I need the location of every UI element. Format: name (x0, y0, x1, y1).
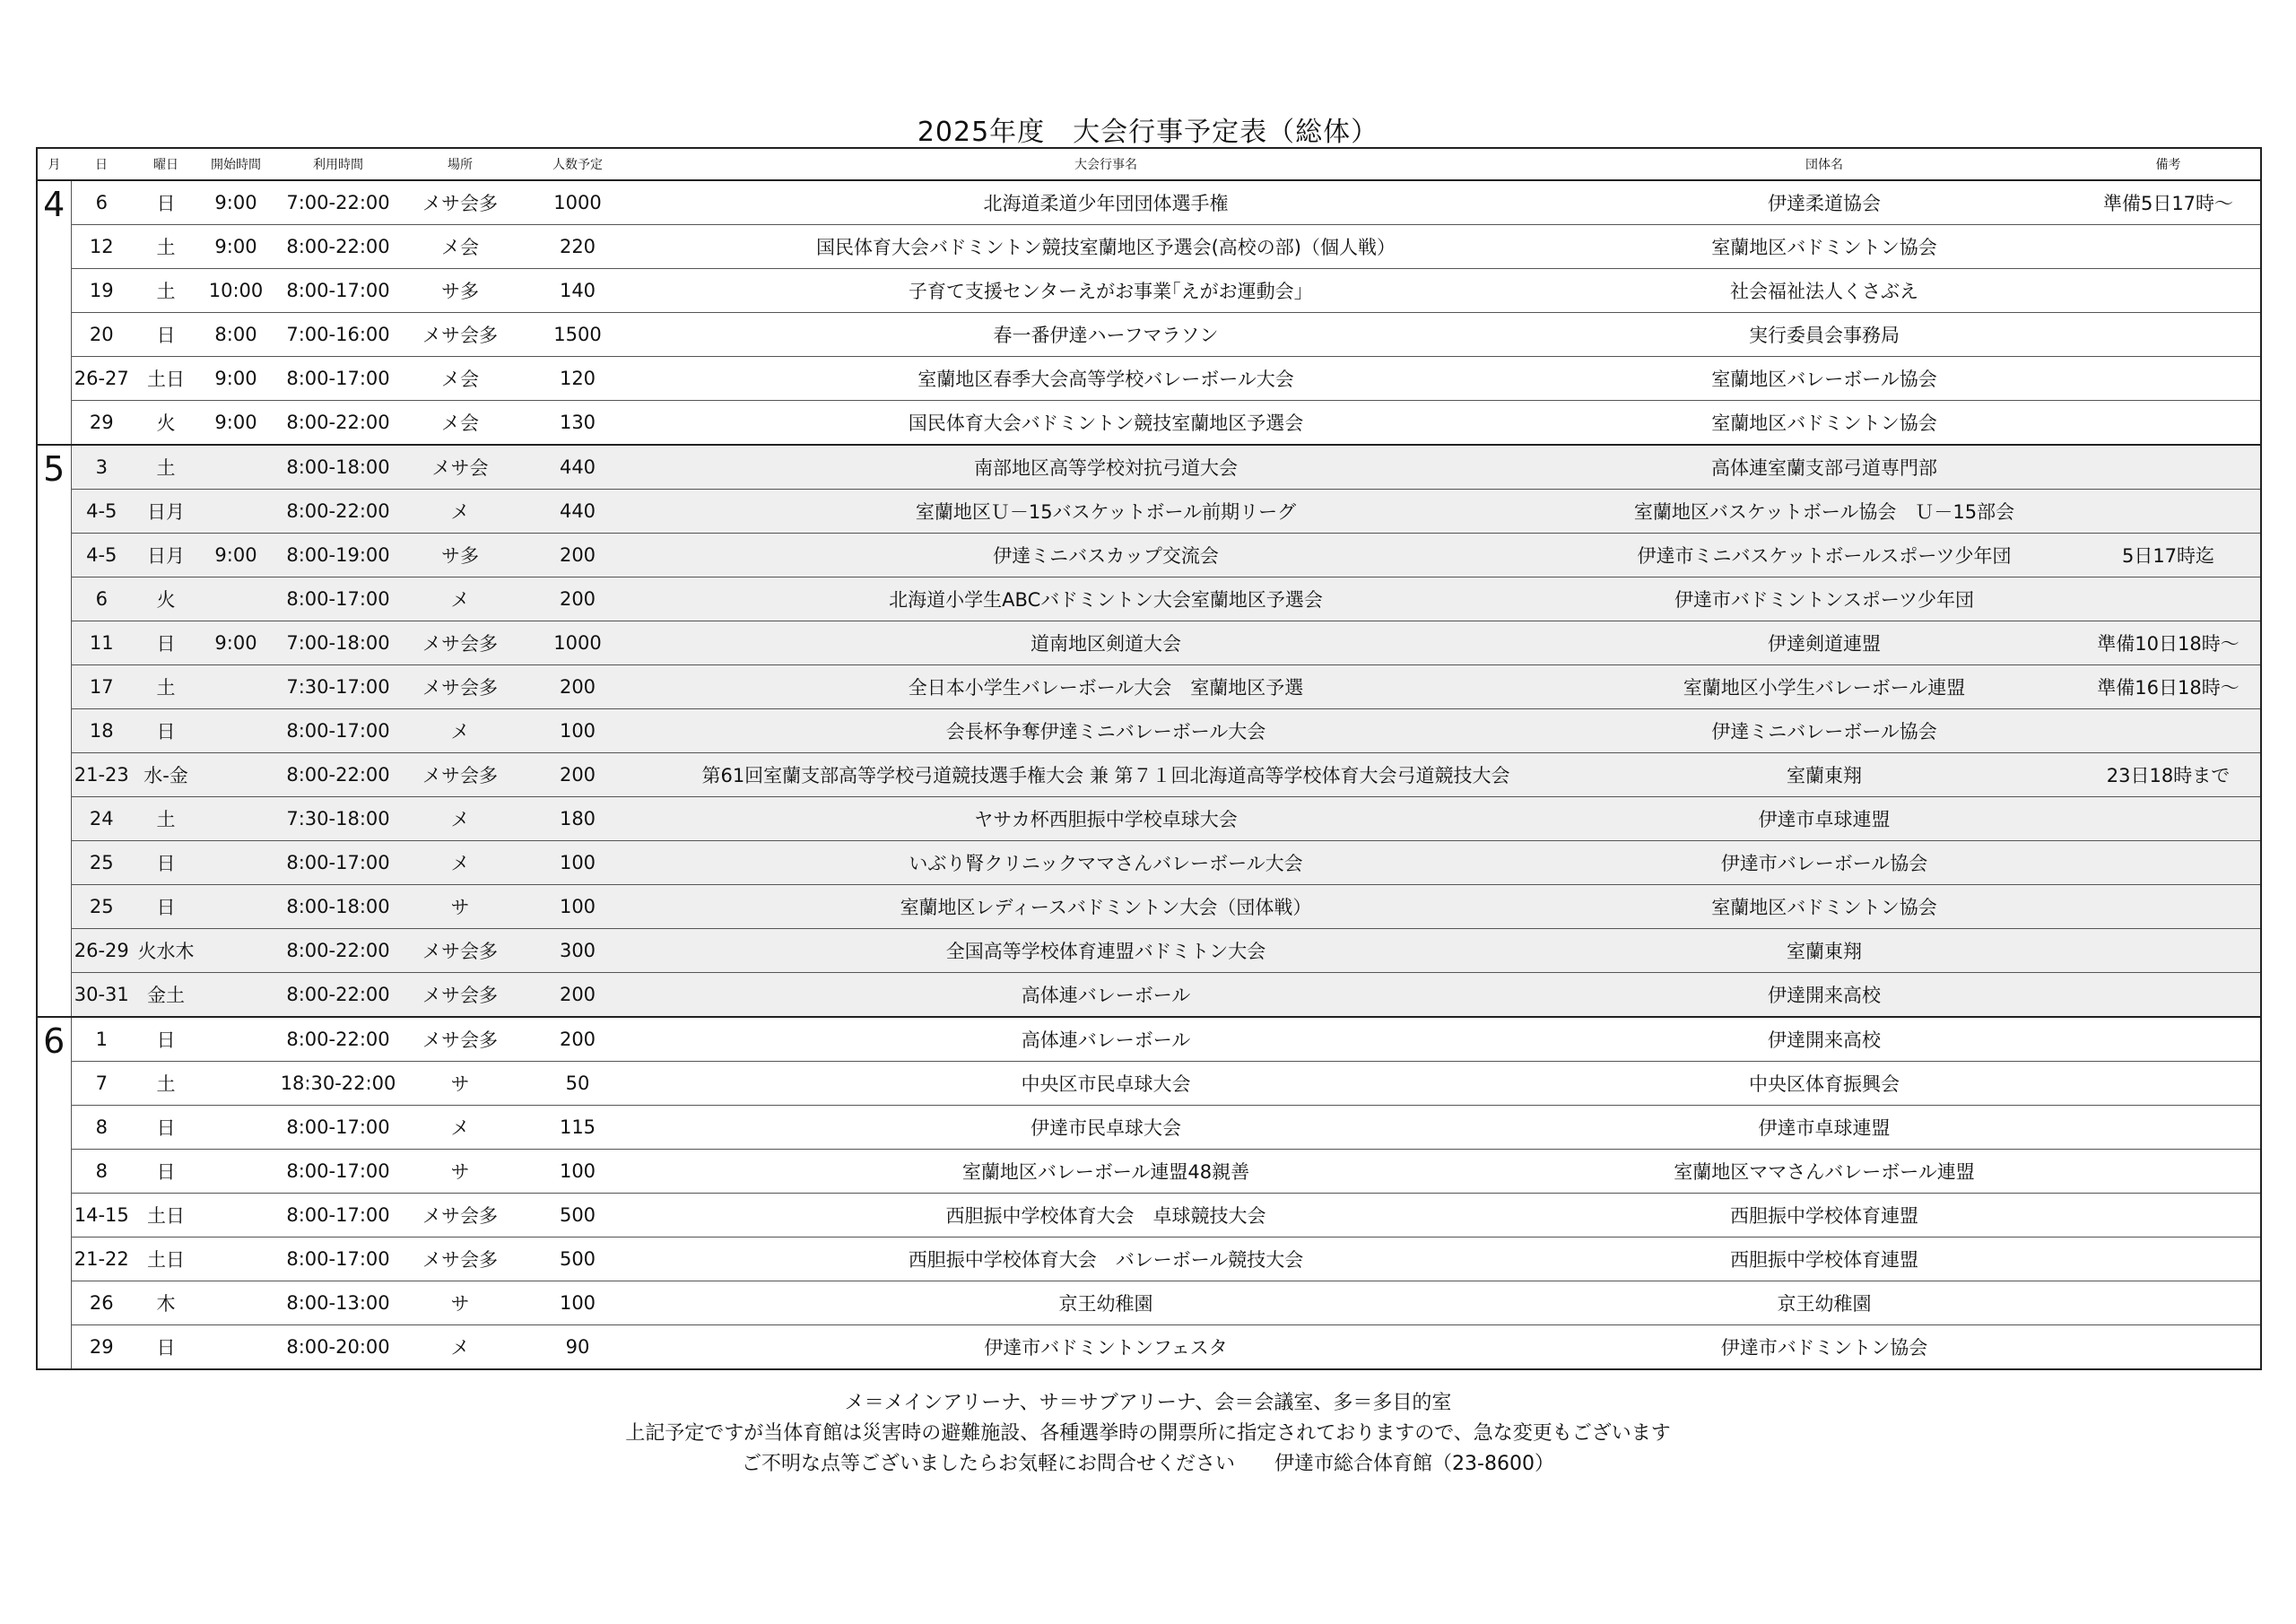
people-cell: 200 (516, 753, 639, 797)
people-cell: 500 (516, 1238, 639, 1281)
people-cell: 200 (516, 665, 639, 709)
weekday-cell: 日 (132, 1325, 200, 1370)
usage-time-cell: 8:00-18:00 (272, 445, 404, 490)
event-name-cell: 伊達市民卓球大会 (639, 1106, 1572, 1150)
people-cell: 180 (516, 797, 639, 841)
day-cell: 4-5 (71, 534, 132, 578)
remarks-cell (2076, 445, 2261, 490)
event-name-cell: 南部地区高等学校対抗弓道大会 (639, 445, 1572, 490)
people-cell: 115 (516, 1106, 639, 1150)
event-name-cell: 中央区市民卓球大会 (639, 1062, 1572, 1106)
organization-cell: 京王幼稚園 (1572, 1281, 2076, 1325)
usage-time-cell: 8:00-17:00 (272, 841, 404, 885)
table-row (37, 1062, 2261, 1106)
event-name-cell: 高体連バレーボール (639, 973, 1572, 1018)
place-cell: メ (404, 1325, 516, 1370)
people-cell: 100 (516, 1150, 639, 1194)
place-cell: サ多 (404, 534, 516, 578)
weekday-cell: 土 (132, 445, 200, 490)
table-row (37, 225, 2261, 269)
table-row (37, 1238, 2261, 1281)
table-row (37, 313, 2261, 357)
place-cell: サ (404, 885, 516, 929)
header-month: 月 (37, 148, 71, 180)
weekday-cell: 日 (132, 313, 200, 357)
day-cell: 30-31 (71, 973, 132, 1018)
remarks-cell (2076, 401, 2261, 446)
usage-time-cell: 8:00-13:00 (272, 1281, 404, 1325)
organization-cell: 室蘭東翔 (1572, 753, 2076, 797)
weekday-cell: 火 (132, 578, 200, 621)
place-cell: メ (404, 709, 516, 753)
event-name-cell: 室蘭地区Ｕ－15バスケットボール前期リーグ (639, 490, 1572, 534)
remarks-cell (2076, 269, 2261, 313)
place-cell: メサ会多 (404, 929, 516, 973)
weekday-cell: 土日 (132, 1194, 200, 1238)
weekday-cell: 火水木 (132, 929, 200, 973)
usage-time-cell: 8:00-17:00 (272, 1238, 404, 1281)
organization-cell: 伊達柔道協会 (1572, 180, 2076, 225)
day-cell: 29 (71, 1325, 132, 1370)
weekday-cell: 水-金 (132, 753, 200, 797)
event-name-cell: 伊達ミニバスカップ交流会 (639, 534, 1572, 578)
place-cell: メ (404, 1106, 516, 1150)
table-row (37, 401, 2261, 446)
place-cell: メサ会多 (404, 665, 516, 709)
place-cell: サ (404, 1062, 516, 1106)
remarks-cell: 準備16日18時～ (2076, 665, 2261, 709)
usage-time-cell: 7:30-18:00 (272, 797, 404, 841)
table-row (37, 534, 2261, 578)
people-cell: 1000 (516, 180, 639, 225)
table-row (37, 1281, 2261, 1325)
usage-time-cell: 8:00-17:00 (272, 1106, 404, 1150)
event-name-cell: 国民体育大会バドミントン競技室蘭地区予選会(高校の部)（個人戦） (639, 225, 1572, 269)
remarks-cell (2076, 885, 2261, 929)
remarks-cell (2076, 490, 2261, 534)
people-cell: 440 (516, 490, 639, 534)
remarks-cell: 準備10日18時～ (2076, 621, 2261, 665)
weekday-cell: 金土 (132, 973, 200, 1018)
remarks-cell: 5日17時迄 (2076, 534, 2261, 578)
place-cell: メ会 (404, 357, 516, 401)
note-contact: ご不明な点等ございましたらお気軽にお問合せください 伊達市総合体育館（23-8600） (742, 1453, 1554, 1475)
place-cell: サ多 (404, 269, 516, 313)
day-cell: 18 (71, 709, 132, 753)
event-name-cell: ヤサカ杯西胆振中学校卓球大会 (639, 797, 1572, 841)
header-remarks: 備考 (2076, 148, 2261, 180)
usage-time-cell: 8:00-20:00 (272, 1325, 404, 1370)
day-cell: 26-27 (71, 357, 132, 401)
start-time-cell (200, 841, 272, 885)
header-day: 日 (71, 148, 132, 180)
day-cell: 8 (71, 1106, 132, 1150)
place-cell: メサ会多 (404, 1238, 516, 1281)
day-cell: 6 (71, 180, 132, 225)
day-cell: 17 (71, 665, 132, 709)
event-name-cell: 国民体育大会バドミントン競技室蘭地区予選会 (639, 401, 1572, 446)
usage-time-cell: 8:00-17:00 (272, 1150, 404, 1194)
start-time-cell (200, 1106, 272, 1150)
place-cell: メサ会多 (404, 1017, 516, 1062)
table-row (37, 1194, 2261, 1238)
organization-cell: 西胆振中学校体育連盟 (1572, 1194, 2076, 1238)
start-time-cell: 9:00 (200, 621, 272, 665)
header-start-time: 開始時間 (200, 148, 272, 180)
people-cell: 90 (516, 1325, 639, 1370)
start-time-cell (200, 1194, 272, 1238)
people-cell: 100 (516, 885, 639, 929)
schedule-table (36, 147, 2262, 1370)
table-row (37, 490, 2261, 534)
place-cell: メ (404, 578, 516, 621)
weekday-cell: 火 (132, 401, 200, 446)
weekday-cell: 日 (132, 1150, 200, 1194)
month-cell: 4 (37, 180, 71, 445)
event-name-cell: 西胆振中学校体育大会 卓球競技大会 (639, 1194, 1572, 1238)
start-time-cell (200, 490, 272, 534)
event-name-cell: 北海道小学生ABCバドミントン大会室蘭地区予選会 (639, 578, 1572, 621)
place-cell: メサ会多 (404, 1194, 516, 1238)
place-cell: メサ会多 (404, 973, 516, 1018)
table-row (37, 621, 2261, 665)
start-time-cell (200, 665, 272, 709)
day-cell: 4-5 (71, 490, 132, 534)
usage-time-cell: 7:00-16:00 (272, 313, 404, 357)
usage-time-cell: 7:00-22:00 (272, 180, 404, 225)
start-time-cell (200, 1281, 272, 1325)
organization-cell: 伊達市卓球連盟 (1572, 1106, 2076, 1150)
usage-time-cell: 8:00-19:00 (272, 534, 404, 578)
table-row (37, 841, 2261, 885)
usage-time-cell: 8:00-22:00 (272, 490, 404, 534)
start-time-cell (200, 445, 272, 490)
day-cell: 25 (71, 841, 132, 885)
people-cell: 1000 (516, 621, 639, 665)
event-name-cell: 伊達市バドミントンフェスタ (639, 1325, 1572, 1370)
start-time-cell (200, 753, 272, 797)
organization-cell: 実行委員会事務局 (1572, 313, 2076, 357)
remarks-cell (2076, 1238, 2261, 1281)
organization-cell: 伊達開来高校 (1572, 1017, 2076, 1062)
start-time-cell (200, 973, 272, 1018)
day-cell: 6 (71, 578, 132, 621)
usage-time-cell: 8:00-17:00 (272, 357, 404, 401)
usage-time-cell: 8:00-22:00 (272, 1017, 404, 1062)
remarks-cell (2076, 578, 2261, 621)
remarks-cell: 23日18時まで (2076, 753, 2261, 797)
organization-cell: 伊達市卓球連盟 (1572, 797, 2076, 841)
usage-time-cell: 8:00-17:00 (272, 709, 404, 753)
organization-cell: 高体連室蘭支部弓道専門部 (1572, 445, 2076, 490)
event-name-cell: 室蘭地区春季大会高等学校バレーボール大会 (639, 357, 1572, 401)
weekday-cell: 日 (132, 841, 200, 885)
day-cell: 29 (71, 401, 132, 446)
event-name-cell: 子育て支援センターえがお事業｢えがお運動会｣ (639, 269, 1572, 313)
organization-cell: 伊達開来高校 (1572, 973, 2076, 1018)
event-name-cell: 全国高等学校体育連盟バドミトン大会 (639, 929, 1572, 973)
table-row (37, 180, 2261, 225)
weekday-cell: 日 (132, 709, 200, 753)
organization-cell: 室蘭地区バドミントン協会 (1572, 885, 2076, 929)
month-cell: 5 (37, 445, 71, 1017)
place-cell: メ会 (404, 401, 516, 446)
day-cell: 19 (71, 269, 132, 313)
place-cell: サ (404, 1281, 516, 1325)
organization-cell: 室蘭地区ママさんバレーボール連盟 (1572, 1150, 2076, 1194)
day-cell: 8 (71, 1150, 132, 1194)
people-cell: 200 (516, 578, 639, 621)
weekday-cell: 日 (132, 621, 200, 665)
table-row (37, 445, 2261, 490)
table-row (37, 709, 2261, 753)
day-cell: 3 (71, 445, 132, 490)
start-time-cell: 9:00 (200, 180, 272, 225)
place-cell: サ (404, 1150, 516, 1194)
event-name-cell: 西胆振中学校体育大会 バレーボール競技大会 (639, 1238, 1572, 1281)
event-name-cell: 高体連バレーボール (639, 1017, 1572, 1062)
people-cell: 200 (516, 534, 639, 578)
table-row (37, 357, 2261, 401)
place-cell: メサ会多 (404, 753, 516, 797)
organization-cell: 伊達市バドミントン協会 (1572, 1325, 2076, 1370)
weekday-cell: 日 (132, 1106, 200, 1150)
start-time-cell: 8:00 (200, 313, 272, 357)
event-name-cell: 春一番伊達ハーフマラソン (639, 313, 1572, 357)
day-cell: 20 (71, 313, 132, 357)
table-row (37, 1150, 2261, 1194)
table-row (37, 797, 2261, 841)
remarks-cell (2076, 313, 2261, 357)
weekday-cell: 土 (132, 225, 200, 269)
weekday-cell: 日 (132, 885, 200, 929)
organization-cell: 伊達剣道連盟 (1572, 621, 2076, 665)
event-name-cell: 全日本小学生バレーボール大会 室蘭地区予選 (639, 665, 1572, 709)
place-cell: メサ会 (404, 445, 516, 490)
remarks-cell (2076, 1325, 2261, 1370)
people-cell: 120 (516, 357, 639, 401)
day-cell: 26 (71, 1281, 132, 1325)
start-time-cell (200, 578, 272, 621)
usage-time-cell: 8:00-17:00 (272, 1194, 404, 1238)
header-place: 場所 (404, 148, 516, 180)
remarks-cell (2076, 1150, 2261, 1194)
organization-cell: 社会福祉法人くさぶえ (1572, 269, 2076, 313)
people-cell: 500 (516, 1194, 639, 1238)
header-usage-time: 利用時間 (272, 148, 404, 180)
day-cell: 7 (71, 1062, 132, 1106)
usage-time-cell: 8:00-22:00 (272, 973, 404, 1018)
organization-cell: 室蘭地区バスケットボール協会 Ｕ－15部会 (1572, 490, 2076, 534)
weekday-cell: 土日 (132, 357, 200, 401)
day-cell: 1 (71, 1017, 132, 1062)
weekday-cell: 土 (132, 269, 200, 313)
start-time-cell: 9:00 (200, 357, 272, 401)
organization-cell: 伊達市バレーボール協会 (1572, 841, 2076, 885)
remarks-cell: 準備5日17時～ (2076, 180, 2261, 225)
organization-cell: 西胆振中学校体育連盟 (1572, 1238, 2076, 1281)
remarks-cell (2076, 929, 2261, 973)
note-disclaimer: 上記予定ですが当体育館は災害時の避難施設、各種選挙時の開票所に指定されておりますので、急な変更もございます (625, 1422, 1671, 1445)
start-time-cell (200, 929, 272, 973)
remarks-cell (2076, 709, 2261, 753)
start-time-cell: 9:00 (200, 225, 272, 269)
people-cell: 130 (516, 401, 639, 446)
start-time-cell (200, 1017, 272, 1062)
usage-time-cell: 8:00-22:00 (272, 225, 404, 269)
header-weekday: 曜日 (132, 148, 200, 180)
organization-cell: 室蘭地区バドミントン協会 (1572, 401, 2076, 446)
event-name-cell: 北海道柔道少年団団体選手権 (639, 180, 1572, 225)
day-cell: 24 (71, 797, 132, 841)
organization-cell: 室蘭地区バレーボール協会 (1572, 357, 2076, 401)
table-row (37, 1325, 2261, 1370)
usage-time-cell: 8:00-17:00 (272, 269, 404, 313)
start-time-cell (200, 1238, 272, 1281)
weekday-cell: 日月 (132, 490, 200, 534)
usage-time-cell: 7:30-17:00 (272, 665, 404, 709)
month-cell: 6 (37, 1017, 71, 1369)
weekday-cell: 土 (132, 797, 200, 841)
remarks-cell (2076, 1062, 2261, 1106)
weekday-cell: 土日 (132, 1238, 200, 1281)
day-cell: 11 (71, 621, 132, 665)
table-row (37, 665, 2261, 709)
day-cell: 26-29 (71, 929, 132, 973)
usage-time-cell: 7:00-18:00 (272, 621, 404, 665)
weekday-cell: 日月 (132, 534, 200, 578)
day-cell: 14-15 (71, 1194, 132, 1238)
organization-cell: 室蘭地区小学生バレーボール連盟 (1572, 665, 2076, 709)
start-time-cell (200, 1150, 272, 1194)
start-time-cell: 9:00 (200, 534, 272, 578)
usage-time-cell: 8:00-17:00 (272, 578, 404, 621)
header-event: 大会行事名 (639, 148, 1572, 180)
place-cell: メ (404, 841, 516, 885)
remarks-cell (2076, 1017, 2261, 1062)
weekday-cell: 日 (132, 180, 200, 225)
remarks-cell (2076, 357, 2261, 401)
header-organization: 団体名 (1572, 148, 2076, 180)
table-row (37, 753, 2261, 797)
organization-cell: 伊達市バドミントンスポーツ少年団 (1572, 578, 2076, 621)
day-cell: 12 (71, 225, 132, 269)
table-row (37, 1017, 2261, 1062)
usage-time-cell: 8:00-22:00 (272, 401, 404, 446)
people-cell: 1500 (516, 313, 639, 357)
day-cell: 21-22 (71, 1238, 132, 1281)
remarks-cell (2076, 973, 2261, 1018)
organization-cell: 室蘭東翔 (1572, 929, 2076, 973)
remarks-cell (2076, 1281, 2261, 1325)
people-cell: 100 (516, 841, 639, 885)
schedule-body (37, 180, 2261, 1369)
place-cell: メサ会多 (404, 180, 516, 225)
table-row (37, 973, 2261, 1018)
usage-time-cell: 8:00-22:00 (272, 753, 404, 797)
people-cell: 200 (516, 973, 639, 1018)
start-time-cell (200, 709, 272, 753)
start-time-cell (200, 885, 272, 929)
weekday-cell: 日 (132, 1017, 200, 1062)
place-cell: メ (404, 490, 516, 534)
start-time-cell: 9:00 (200, 401, 272, 446)
place-cell: メ (404, 797, 516, 841)
people-cell: 100 (516, 709, 639, 753)
event-name-cell: 道南地区剣道大会 (639, 621, 1572, 665)
people-cell: 300 (516, 929, 639, 973)
remarks-cell (2076, 797, 2261, 841)
header-people: 人数予定 (516, 148, 639, 180)
day-cell: 25 (71, 885, 132, 929)
table-row (37, 1106, 2261, 1150)
people-cell: 220 (516, 225, 639, 269)
start-time-cell (200, 1325, 272, 1370)
start-time-cell (200, 797, 272, 841)
people-cell: 50 (516, 1062, 639, 1106)
day-cell: 21-23 (71, 753, 132, 797)
event-name-cell: 京王幼稚園 (639, 1281, 1572, 1325)
place-cell: メサ会多 (404, 621, 516, 665)
table-row (37, 929, 2261, 973)
header-row (37, 148, 2261, 180)
place-cell: メサ会多 (404, 313, 516, 357)
event-name-cell: 室蘭地区レディースバドミントン大会（団体戦） (639, 885, 1572, 929)
start-time-cell (200, 1062, 272, 1106)
usage-time-cell: 18:30-22:00 (272, 1062, 404, 1106)
remarks-cell (2076, 1106, 2261, 1150)
people-cell: 100 (516, 1281, 639, 1325)
usage-time-cell: 8:00-22:00 (272, 929, 404, 973)
note-legend: メ＝メインアリーナ、サ＝サブアリーナ、会＝会議室、多＝多目的室 (844, 1392, 1452, 1414)
table-row (37, 269, 2261, 313)
event-name-cell: 室蘭地区バレーボール連盟48親善 (639, 1150, 1572, 1194)
weekday-cell: 木 (132, 1281, 200, 1325)
organization-cell: 室蘭地区バドミントン協会 (1572, 225, 2076, 269)
table-row (37, 885, 2261, 929)
people-cell: 440 (516, 445, 639, 490)
notes (0, 1388, 2296, 1480)
weekday-cell: 土 (132, 1062, 200, 1106)
event-name-cell: 会長杯争奪伊達ミニバレーボール大会 (639, 709, 1572, 753)
people-cell: 200 (516, 1017, 639, 1062)
people-cell: 140 (516, 269, 639, 313)
table-row (37, 578, 2261, 621)
remarks-cell (2076, 1194, 2261, 1238)
event-name-cell: 第61回室蘭支部高等学校弓道競技選手権大会 兼 第７１回北海道高等学校体育大会弓道競技大会 (639, 753, 1572, 797)
organization-cell: 中央区体育振興会 (1572, 1062, 2076, 1106)
remarks-cell (2076, 841, 2261, 885)
organization-cell: 伊達市ミニバスケットボールスポーツ少年団 (1572, 534, 2076, 578)
usage-time-cell: 8:00-18:00 (272, 885, 404, 929)
weekday-cell: 土 (132, 665, 200, 709)
event-name-cell: いぶり腎クリニックママさんバレーボール大会 (639, 841, 1572, 885)
page-title: 2025年度 大会行事予定表（総体） (917, 117, 1379, 148)
place-cell: メ会 (404, 225, 516, 269)
remarks-cell (2076, 225, 2261, 269)
organization-cell: 伊達ミニバレーボール協会 (1572, 709, 2076, 753)
start-time-cell: 10:00 (200, 269, 272, 313)
